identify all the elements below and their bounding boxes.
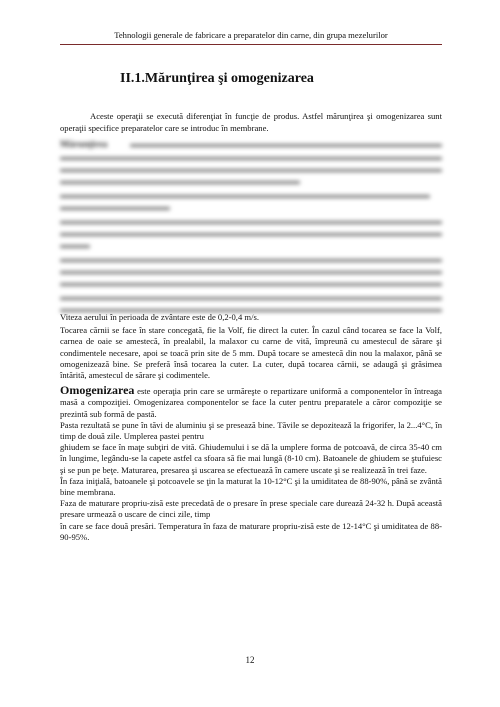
- blurred-line: [60, 233, 442, 236]
- omogenizarea-paragraph: [60, 385, 442, 420]
- omogenizarea-heading: Omogenizarea: [60, 383, 135, 398]
- blurred-text-region: [60, 140, 442, 312]
- paragraph: ghiudem se face în maţe subţiri de vită. Ghiudemului i se dă la umplere forma de potcoavă, de circa 35-40 cm în lungime, legându-se la capete astfel ca sfoara să fie mai lungă (8-10 cm). Batoanele de ghiudem se ştufuiesc şi se pun pe beţe. Maturarea, presarea şi uscarea se efectuează în camere uscate şi se realizează în trei faze.: [60, 442, 442, 475]
- blurred-line: [130, 144, 442, 147]
- paragraph: Viteza aerului în perioada de zvântare este de 0,2-0,4 m/s.: [60, 312, 259, 322]
- blurred-heading: Mărunţirea: [60, 140, 108, 150]
- blurred-line: [60, 297, 442, 300]
- blurred-line: [60, 245, 90, 248]
- body-text: [60, 312, 442, 543]
- blurred-line: [60, 169, 442, 172]
- blurred-line: [60, 221, 442, 224]
- omogenizarea-text: este operaţia prin care se urmăreşte o repartizare uniformă a componentelor în întreaga masă a compoziţiei. Omogenizarea componentelor se face la cuter pentru preparatele a căror compoziţie se prezintă sub formă de pastă.: [60, 386, 442, 419]
- paragraph: Pasta rezultată se pune în tăvi de aluminiu şi se presează bine. Tăvile se depoziteazǎ la frigorifer, la 2...4°C, în timp de două zile. Umplerea pastei pentru: [60, 419, 442, 442]
- intro-paragraph: Aceste operaţii se execută diferenţiat în funcţie de produs. Astfel mărunţirea şi omogenizarea sunt operaţii specifice preparatelor care se introduc în membrane.: [60, 111, 442, 133]
- blurred-line: [60, 207, 170, 210]
- page-number: 12: [245, 655, 255, 665]
- blurred-line: [60, 283, 442, 286]
- paragraph: În faza iniţială, batoanele şi potcoavele se ţin la maturat la 10-12°C şi la umiditatea de 88-90%, până se zvântă bine membrana.: [60, 475, 442, 498]
- running-header: Tehnologii generale de fabricare a preparatelor din carne, din grupa mezelurilor: [114, 30, 388, 40]
- blurred-line: [60, 195, 430, 198]
- section-title: II.1.Mărunţirea şi omogenizarea: [120, 71, 314, 86]
- paragraph: Tocarea cărnii se face în stare concegată, fie la Volf, fie direct la cuter. În cazul când tocarea se face la Volf, carnea de oaie se amestecă, în prealabil, la malaxor cu carne de vită, împreună cu amestecul de sărare şi condimentele necesare, apoi se toacă prin site de 5 mm. După tocare se amestecă din nou la malaxor, până se omogenizează bine. Se preferă însă tocarea la cuter. La cuter, după tocarea cărnii, se adaugă şi grăsimea întărită, amestecul de sărare şi codimentele.: [60, 325, 442, 381]
- blurred-line: [60, 181, 300, 184]
- blurred-line: [60, 271, 442, 274]
- paragraph: Faza de maturare propriu-zisă este precedată de o presare în prese speciale care durează 24-32 h. După această presare urmează o uscare de cinci zile, timp: [60, 498, 442, 520]
- header-rule: [60, 44, 442, 45]
- blurred-line: [60, 259, 442, 262]
- paragraph: în care se face două presări. Temperatura în faza de maturare propriu-zisă este de 12-14°C şi umiditatea de 88-90-95%.: [60, 520, 442, 542]
- blurred-line: [60, 157, 442, 160]
